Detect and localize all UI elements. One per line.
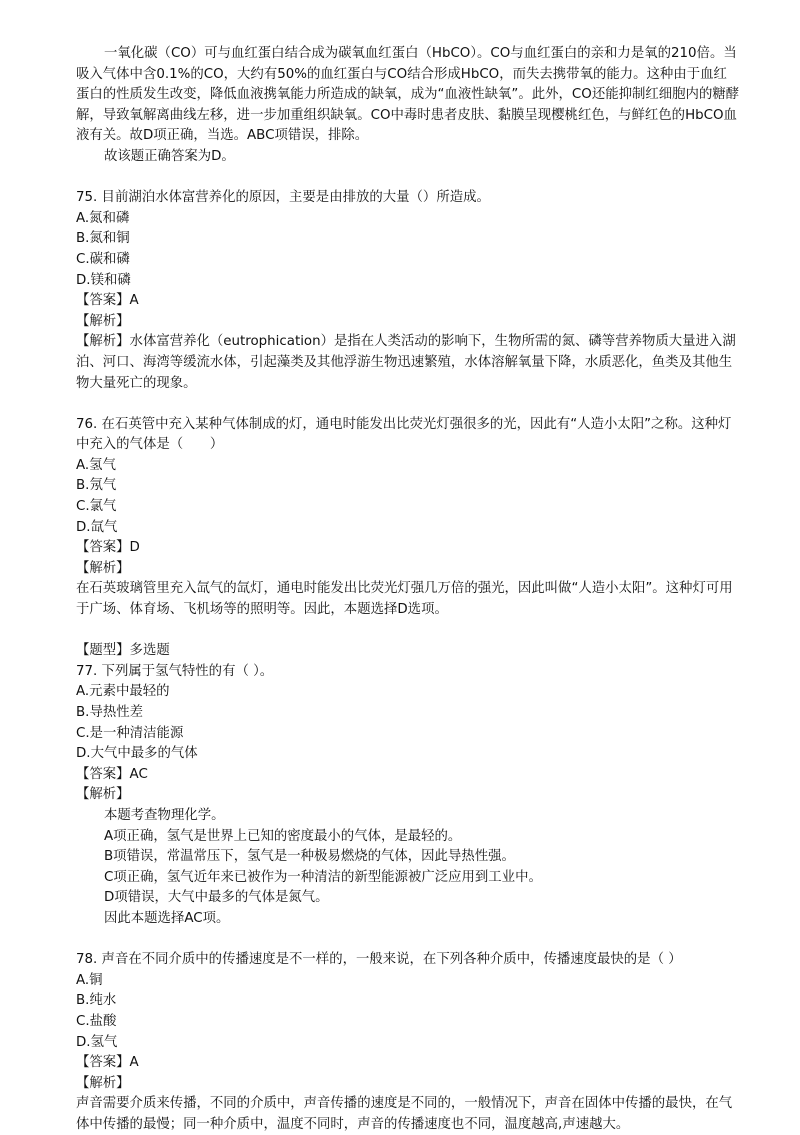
question-75-answer: 【答案】A <box>76 293 139 309</box>
question-75-option-b: B.氮和铜 <box>76 231 130 247</box>
question-76-option-d: D.氙气 <box>76 519 118 535</box>
question-75-analysis: 【解析】水体富营养化（eutrophication）是指在人类活动的影响下，生物所需的氮、磷等营养物质大量进入湖泊、河口、海湾等缓流水体，引起藻类及其他浮游生物迅速繁殖，水体溶解氧量下降，水质恶化，鱼类及其他生物大量死亡的现象。 <box>76 334 736 391</box>
question-77-analysis-line: 因此本题选择AC项。 <box>104 910 230 926</box>
intro-paragraph: 一氧化碳（CO）可与血红蛋白结合成为碳氧血红蛋白（HbCO）。CO与血红蛋白的亲和力是氧的210倍。当吸入气体中含0.1%的CO，大约有50%的血红蛋白与CO结合形成HbCO，而失去携带氧的能力。这种由于血红蛋白的性质发生改变，降低血液携氧能力所造成的缺氧，成为“血液性缺氧”。此外，CO还能抑制红细胞内的糖酵解，导致氧解离曲线左移，进一步加重组织缺氧。CO中毒时患者皮肤、黏膜呈现樱桃红色，与鲜红色的HbCO血液有关。故D项正确，当选。ABC项错误，排除。 <box>76 46 740 144</box>
question-76-option-a: A.氢气 <box>76 457 116 473</box>
question-77-stem: 77. 下列属于氢气特性的有（ ）。 <box>76 663 274 679</box>
question-77-option-c: C.是一种清洁能源 <box>76 725 184 741</box>
question-76-stem: 76. 在石英管中充入某种气体制成的灯，通电时能发出比荧光灯强很多的光，因此有“人造小太阳”之称。这种灯中充入的气体是（ ） <box>76 416 732 453</box>
question-78-answer: 【答案】A <box>76 1055 139 1071</box>
question-77-answer: 【答案】AC <box>76 766 148 782</box>
question-75-stem: 75. 目前湖泊水体富营养化的原因，主要是由排放的大量（）所造成。 <box>76 190 490 206</box>
question-76-analysis-label: 【解析】 <box>76 560 130 576</box>
question-77-option-d: D.大气中最多的气体 <box>76 746 198 762</box>
question-76-answer: 【答案】D <box>76 540 140 556</box>
question-78-option-b: B.纯水 <box>76 993 117 1009</box>
question-78-option-a: A.铜 <box>76 972 103 988</box>
question-78-analysis-label: 【解析】 <box>76 1075 130 1091</box>
question-77-analysis-line: A项正确，氢气是世界上已知的密度最小的气体，是最轻的。 <box>104 828 462 844</box>
question-75-option-c: C.碳和磷 <box>76 251 130 267</box>
question-76-option-b: B.氖气 <box>76 478 117 494</box>
question-77-option-a: A.元素中最轻的 <box>76 684 170 700</box>
question-77-analysis-line: 本题考查物理化学。 <box>104 807 225 823</box>
question-type-label: 【题型】多选题 <box>76 643 170 659</box>
question-77-analysis-line: C项正确，氢气近年来已被作为一种清洁的新型能源被广泛应用到工业中。 <box>104 869 542 885</box>
question-75-option-d: D.镁和磷 <box>76 272 131 288</box>
question-77-analysis-label: 【解析】 <box>76 787 130 803</box>
question-75-option-a: A.氮和磷 <box>76 210 130 226</box>
question-75-analysis-label: 【解析】 <box>76 313 130 329</box>
question-76-option-c: C.氯气 <box>76 499 117 515</box>
intro-conclusion: 故该题正确答案为D。 <box>104 148 235 164</box>
question-78-analysis: 声音需要介质来传播，不同的介质中，声音传播的速度是不同的，一般情况下，声音在固体中传播的最快，在气体中传播的最慢；同一种介质中，温度不同时，声音的传播速度也不同，温度越高,声速越大。 <box>76 1096 733 1132</box>
question-77-analysis-line: B项错误，常温常压下，氢气是一种极易燃烧的气体，因此导热性强。 <box>104 849 515 865</box>
question-78-option-d: D.氢气 <box>76 1034 118 1050</box>
question-77-analysis-line: D项错误，大气中最多的气体是氮气。 <box>104 890 329 906</box>
question-78-option-c: C.盐酸 <box>76 1013 117 1029</box>
question-76-analysis: 在石英玻璃管里充入氙气的氙灯，通电时能发出比荧光灯强几万倍的强光，因此叫做“人造小太阳”。这种灯可用于广场、体育场、飞机场等的照明等。因此，本题选择D选项。 <box>76 581 733 618</box>
question-78-stem: 78. 声音在不同介质中的传播速度是不一样的，一般来说，在下列各种介质中，传播速度最快的是（ ） <box>76 952 682 968</box>
question-77-option-b: B.导热性差 <box>76 705 144 720</box>
document-page <box>76 44 740 1135</box>
